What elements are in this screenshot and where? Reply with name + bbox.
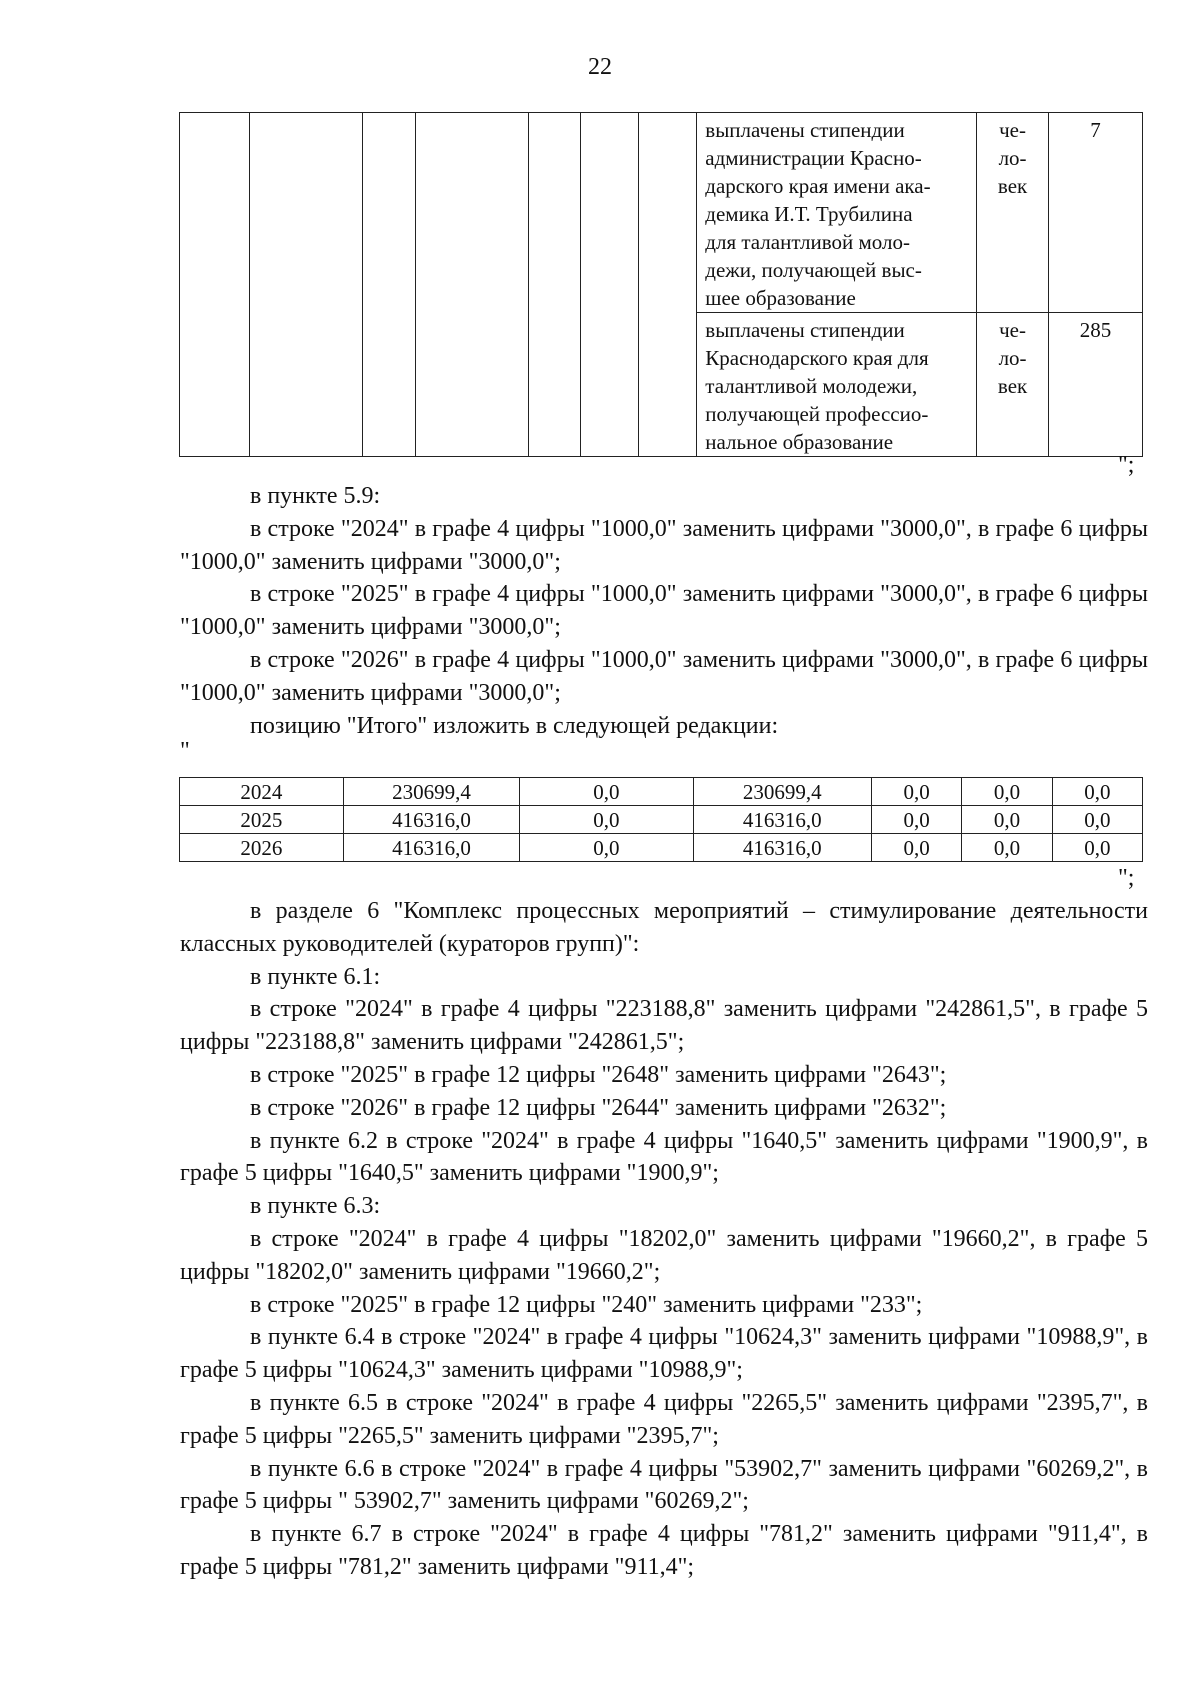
paragraph: в строке "2025" в графе 12 цифры "240" заменить цифрами "233"; <box>250 1291 923 1318</box>
year-cell: 2025 <box>180 806 344 834</box>
line: век <box>997 174 1028 198</box>
table-cell: 0,0 <box>1052 834 1142 862</box>
line: выплачены стипендии <box>705 118 905 142</box>
unit-cell <box>977 113 1049 313</box>
table-cell: 0,0 <box>520 778 693 806</box>
value-cell: 285 <box>1049 313 1143 457</box>
line: нальное образование <box>705 430 894 454</box>
paragraph: в строке "2025" в графе 12 цифры "2648" заменить цифрами "2643"; <box>250 1061 947 1088</box>
paragraph: в строке "2024" в графе 4 цифры "1000,0" заменить цифрами "3000,0", в графе 6 цифры "1000,0" заменить цифрами "3000,0"; <box>180 515 1148 575</box>
line: для талантливой моло- <box>705 230 910 254</box>
paragraph: в пункте 6.3: <box>250 1193 381 1220</box>
table-row <box>180 113 1143 313</box>
paragraph: в строке "2025" в графе 4 цифры "1000,0" заменить цифрами "3000,0", в графе 6 цифры "1000,0" заменить цифрами "3000,0"; <box>180 581 1148 641</box>
table-cell: 230699,4 <box>343 778 519 806</box>
unit-cell <box>977 313 1049 457</box>
opening-quote: " <box>180 738 190 764</box>
paragraph: позицию "Итого" изложить в следующей редакции: <box>250 712 779 739</box>
year-cell: 2024 <box>180 778 344 806</box>
line: че- <box>999 318 1027 342</box>
line: получающей профессио- <box>705 402 929 426</box>
table-cell: 230699,4 <box>693 778 872 806</box>
table-cell: 0,0 <box>872 778 962 806</box>
closing-quote: "; <box>1118 865 1135 891</box>
paragraph: в разделе 6 "Комплекс процессных мероприятий – стимулирование деятельности классных руководителей (кураторов групп)": <box>180 898 1148 957</box>
line: ло- <box>998 146 1027 170</box>
line: Краснодарского края для <box>705 346 929 370</box>
amendments-section-6 <box>180 895 1148 1584</box>
table-cell: 0,0 <box>520 834 693 862</box>
paragraph: в пункте 5.9: <box>250 483 381 509</box>
table-cell: 0,0 <box>1052 778 1142 806</box>
line: выплачены стипендии <box>705 318 905 342</box>
value-cell: 7 <box>1049 113 1143 313</box>
table-cell: 0,0 <box>872 834 962 862</box>
table-row <box>180 806 1143 834</box>
page-number: 22 <box>588 54 612 80</box>
table-row <box>180 778 1143 806</box>
table-cell: 0,0 <box>1052 806 1142 834</box>
table-cell: 0,0 <box>520 806 693 834</box>
line: век <box>997 374 1028 398</box>
total-table <box>179 777 1143 862</box>
line: шее образование <box>705 286 856 310</box>
year-cell: 2026 <box>180 834 344 862</box>
line: талантливой молодежи, <box>705 374 918 398</box>
paragraph: в пункте 6.1: <box>250 963 381 990</box>
paragraph: в строке "2026" в графе 4 цифры "1000,0" заменить цифрами "3000,0", в графе 6 цифры "1000,0" заменить цифрами "3000,0"; <box>180 646 1148 706</box>
line: че- <box>999 118 1027 142</box>
paragraph: в строке "2024" в графе 4 цифры "223188,8" заменить цифрами "242861,5", в графе 5 цифры "223188,8" заменить цифрами "242861,5"; <box>180 996 1148 1056</box>
closing-quote: "; <box>1118 452 1135 478</box>
table-row <box>180 834 1143 862</box>
table-cell: 416316,0 <box>693 806 872 834</box>
table-cell: 0,0 <box>962 834 1052 862</box>
line: дарского края имени ака- <box>705 174 931 198</box>
indicator-description <box>697 313 977 457</box>
table-cell: 416316,0 <box>343 834 519 862</box>
table-cell: 0,0 <box>962 806 1052 834</box>
indicator-description <box>697 113 977 313</box>
paragraph: в пункте 6.7 в строке "2024" в графе 4 цифры "781,2" заменить цифрами "911,4", в графе 5 цифры "781,2" заменить цифрами "911,4"; <box>180 1521 1148 1580</box>
paragraph: в пункте 6.6 в строке "2024" в графе 4 цифры "53902,7" заменить цифрами "60269,2", в графе 5 цифры " 53902,7" заменить цифрами "60269,2"; <box>180 1455 1148 1515</box>
line: ло- <box>998 346 1027 370</box>
line: демика И.Т. Трубилина <box>705 202 913 226</box>
table-cell: 416316,0 <box>693 834 872 862</box>
line: администрации Красно- <box>705 146 922 170</box>
paragraph: в строке "2024" в графе 4 цифры "18202,0" заменить цифрами "19660,2", в графе 5 цифры "18202,0" заменить цифрами "19660,2"; <box>180 1225 1148 1285</box>
amendments-section-5 <box>180 480 1148 742</box>
table-cell: 0,0 <box>962 778 1052 806</box>
paragraph: в пункте 6.2 в строке "2024" в графе 4 цифры "1640,5" заменить цифрами "1900,9", в графе 5 цифры "1640,5" заменить цифрами "1900,9"; <box>180 1127 1148 1187</box>
paragraph: в строке "2026" в графе 12 цифры "2644" заменить цифрами "2632"; <box>250 1094 947 1121</box>
table-cell: 416316,0 <box>343 806 519 834</box>
continuation-table <box>179 112 1143 457</box>
table-cell: 0,0 <box>872 806 962 834</box>
line: дежи, получающей выс- <box>705 258 922 282</box>
paragraph: в пункте 6.5 в строке "2024" в графе 4 цифры "2265,5" заменить цифрами "2395,7", в графе 5 цифры "2265,5" заменить цифрами "2395,7"; <box>180 1389 1148 1449</box>
paragraph: в пункте 6.4 в строке "2024" в графе 4 цифры "10624,3" заменить цифрами "10988,9", в графе 5 цифры "10624,3" заменить цифрами "10988,9"; <box>180 1324 1148 1384</box>
